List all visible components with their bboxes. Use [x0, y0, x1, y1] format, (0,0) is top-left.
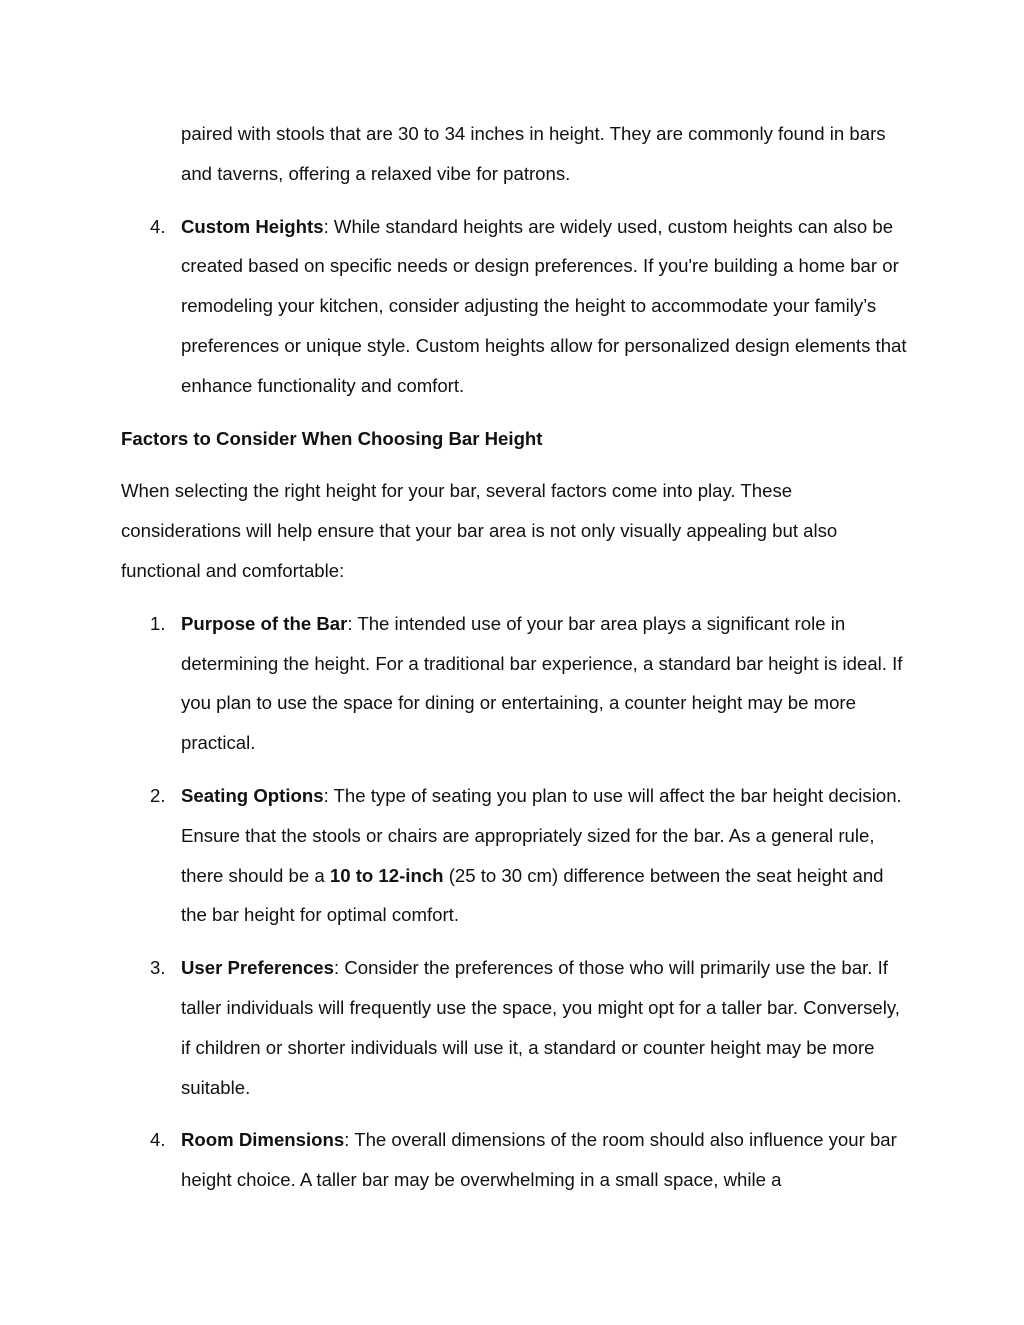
list-emphasis: 10 to 12-inch	[329, 864, 444, 886]
section-heading: Factors to Consider When Choosing Bar Height	[121, 427, 543, 449]
list-number: 4.	[150, 1129, 166, 1151]
list-item-room-dimensions	[121, 1120, 911, 1200]
intro-continuation: paired with stools that are 30 to 34 inches in height. They are commonly found in bars and taverns, offering a relaxed vibe for patrons.	[181, 123, 886, 184]
list-term: Purpose of the Bar	[181, 612, 348, 634]
section-intro: When selecting the right height for your bar, several factors come into play. These considerations will help ensure that your bar area is not only visually appealing but also functional and comfortable:	[121, 480, 838, 581]
list-term: Seating Options	[181, 784, 324, 806]
list-number: 4.	[150, 215, 166, 237]
list-term: User Preferences	[181, 957, 334, 979]
list-number: 3.	[150, 957, 166, 979]
list-number: 1.	[150, 612, 166, 634]
list-item-user-preferences	[121, 948, 911, 1107]
list-item-custom-heights	[121, 207, 911, 406]
list-text: : The intended use of your bar area plays a significant role in determining the height. For a traditional bar experience, a standard bar height is ideal. If you plan to use the space for dining or entertaining, a counter height may be more practical.	[181, 612, 903, 754]
list-term: Room Dimensions	[181, 1129, 345, 1151]
list-text-after: (25 to 30 cm) difference between the seat height and the bar height for optimal comfort.	[181, 864, 884, 926]
list-item-seating	[121, 776, 911, 935]
list-text: : While standard heights are widely used, custom heights can also be created based on specific needs or design preferences. If you're building a home bar or remodeling your kitchen, consider adjusting the height to accommodate your family’s preferences or unique style. Custom heights allow for personalized design elements that enhance functionality and comfort.	[181, 215, 907, 396]
document-body	[121, 114, 911, 1213]
list-text: : The overall dimensions of the room should also influence your bar height choice. A taller bar may be overwhelming in a small space, while a	[181, 1129, 897, 1191]
list-number: 2.	[150, 784, 166, 806]
list-term: Custom Heights	[181, 215, 324, 237]
list-item-purpose	[121, 604, 911, 763]
list-text: : The type of seating you plan to use will affect the bar height decision. Ensure that the stools or chairs are appropriately sized for the bar. As a general rule, there should be a	[181, 784, 902, 886]
list-text: : Consider the preferences of those who will primarily use the bar. If taller individuals will frequently use the space, you might opt for a taller bar. Conversely, if children or shorter individuals will use it, a standard or counter height may be more suitable.	[181, 957, 900, 1098]
